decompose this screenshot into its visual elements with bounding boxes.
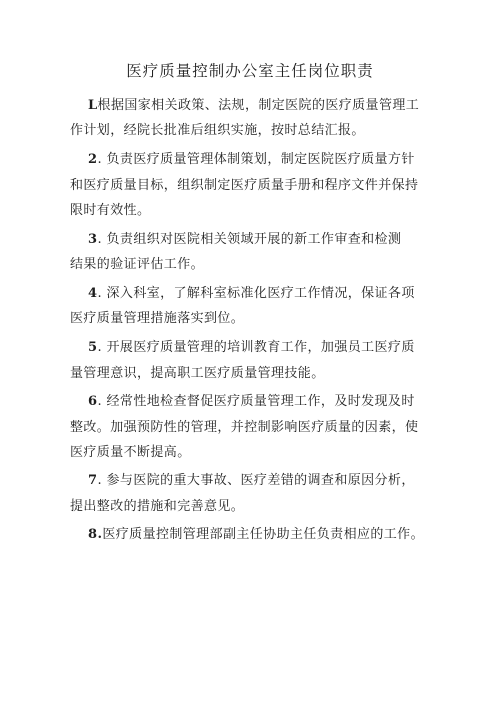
- item-6-text-1: . 经常性地检查督促医疗质量管理工作，及时发现及时: [97, 394, 415, 409]
- item-6-number: 6: [88, 394, 98, 409]
- item-2-number: 2: [88, 152, 98, 167]
- item-8-text-1: 医疗质量控制管理部副主任协助主任负责相应的工作。: [102, 527, 424, 542]
- item-3-line-1: [88, 230, 401, 250]
- item-2-line-2: 和医疗质量目标，组织制定医疗质量手册和程序文件并保持: [70, 178, 419, 193]
- item-7-number: 7: [88, 473, 98, 488]
- item-2-line-1: [88, 150, 415, 170]
- item-7-line-1: [88, 471, 415, 491]
- item-5-text-1: . 开展医疗质量管理的培训教育工作，加强员工医疗质: [97, 340, 415, 355]
- item-5-line-2: 量管理意识，提高职工医疗质量管理技能。: [70, 366, 325, 381]
- item-4-line-2: 医疗质量管理措施落实到位。: [70, 311, 245, 326]
- item-4-text-1: . 深入科室，了解科室标准化医疗工作情况，保证各项: [97, 286, 415, 301]
- item-1-text-1: 根据国家相关政策、法规，制定医院的医疗质量管理工: [97, 98, 420, 113]
- item-2-text-1: . 负责医疗质量管理体制策划，制定医院医疗质量方针: [97, 152, 415, 167]
- item-3-text-1: . 负责组织对医院相关领域开展的新工作审查和检测: [97, 232, 402, 247]
- item-6-line-2: 整改。加强预防性的管理，并控制影响医疗质量的因素，使: [70, 420, 419, 435]
- item-5-line-1: [88, 338, 415, 358]
- item-3-number: 3: [88, 232, 98, 247]
- item-4-line-1: [88, 284, 415, 304]
- item-3-line-2: 结果的验证评估工作。: [70, 257, 205, 272]
- item-8-number: 8.: [88, 527, 103, 542]
- item-7-text-1: . 参与医院的重大事故、医疗差错的调查和原因分析，: [97, 473, 415, 488]
- item-4-number: 4: [88, 286, 98, 301]
- item-7-line-2: 提出整改的措施和完善意见。: [70, 499, 245, 514]
- item-1-number: L: [88, 98, 98, 113]
- item-1-line-1: [88, 96, 419, 116]
- item-1-line-2: 作计划，经院长批准后组织实施，按时总结汇报。: [70, 123, 365, 138]
- item-6-line-1: [88, 392, 415, 412]
- item-2-line-3: 限时有效性。: [70, 203, 151, 218]
- document-title: 医疗质量控制办公室主任岗位职责: [126, 62, 374, 80]
- item-8-line-1: [88, 525, 424, 545]
- item-6-line-3: 医疗质量不断提高。: [70, 445, 191, 460]
- item-5-number: 5: [88, 340, 98, 355]
